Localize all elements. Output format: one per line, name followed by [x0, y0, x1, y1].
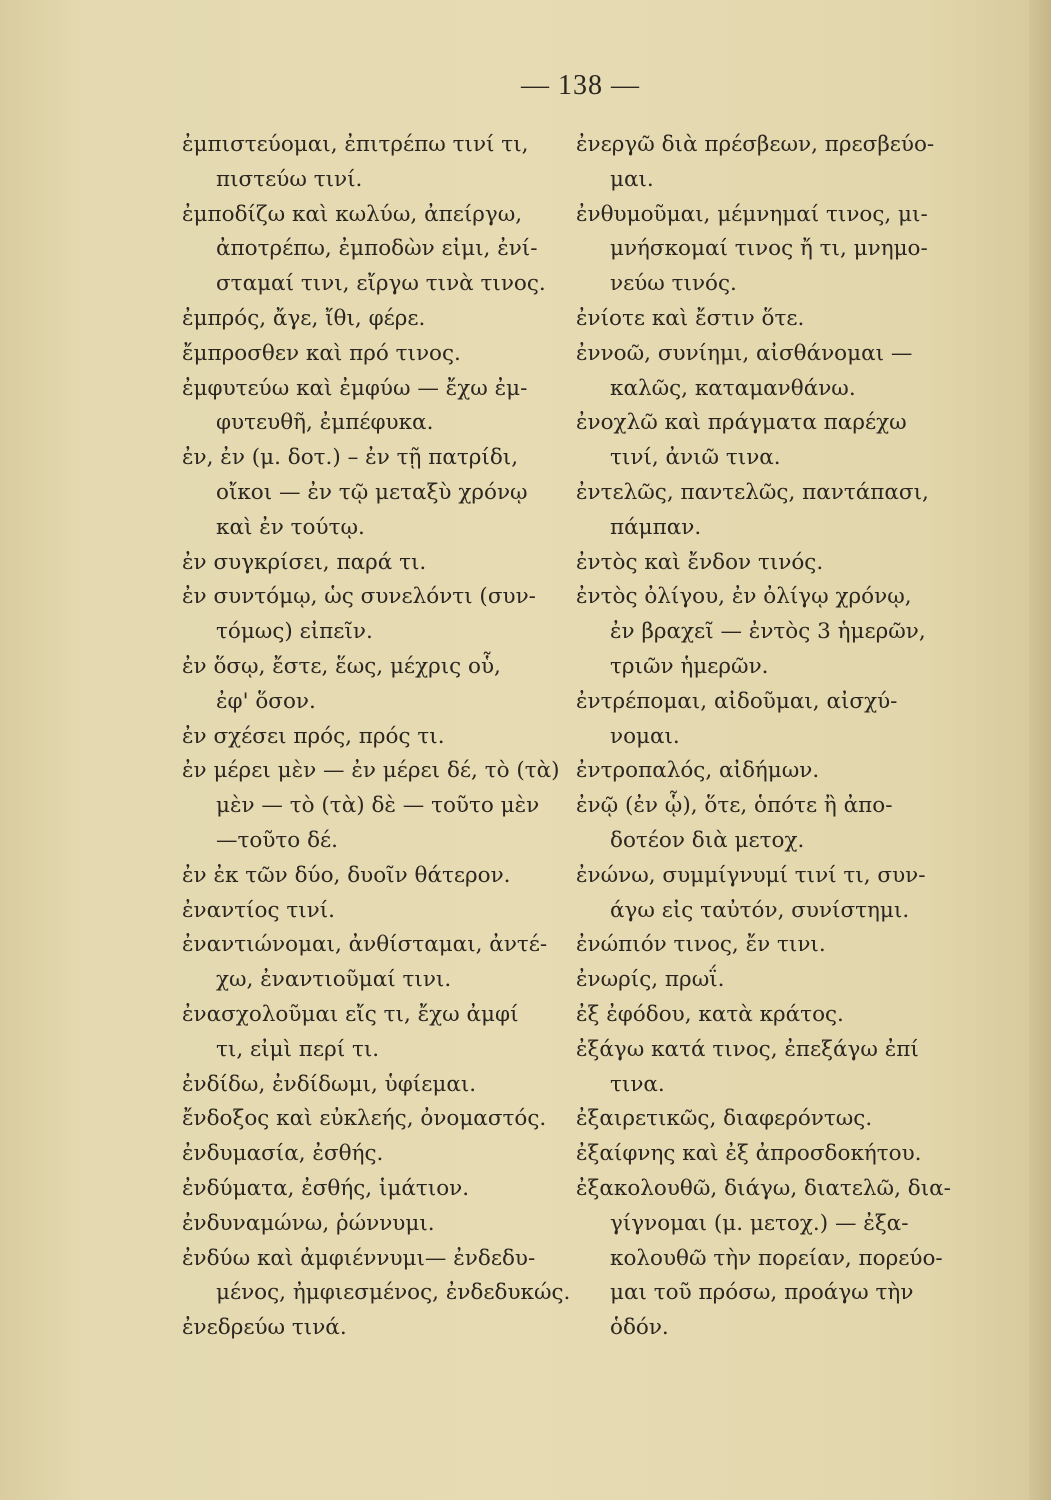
entry-headline: ἐνδίδω, ἐνδίδωμι, ὑφίεμαι. — [182, 1071, 477, 1097]
entry-continuation: μαι. — [610, 166, 654, 192]
entry-continuation: μαι τοῦ πρόσω, προάγω τὴν — [610, 1280, 914, 1306]
entry-continuation: τι, εἰμὶ περί τι. — [216, 1036, 380, 1062]
entry-headline: ἐντελῶς, παντελῶς, παντάπασι, — [576, 479, 929, 505]
entry-continuation: τόμως) εἰπεῖν. — [216, 619, 373, 645]
dictionary-entry — [182, 650, 576, 720]
entry-headline: ἐν σχέσει πρός, πρός τι. — [182, 723, 445, 749]
right-column — [576, 128, 980, 1346]
dictionary-entry — [576, 789, 980, 859]
dictionary-entry — [182, 754, 576, 858]
entry-headline: ἐν ὅσῳ, ἔστε, ἕως, μέχρις οὗ, — [182, 653, 501, 679]
dictionary-entry — [182, 1311, 576, 1346]
dictionary-entry — [576, 406, 980, 476]
entry-continuation: γίγνομαι (μ. μετοχ.) — ἐξα- — [610, 1210, 909, 1236]
entry-headline: ἐνίοτε καὶ ἔστιν ὅτε. — [576, 305, 805, 331]
dictionary-entry — [182, 546, 576, 581]
entry-continuation: νεύω τινός. — [610, 271, 737, 297]
entry-headline: ἔνδοξος καὶ εὐκλεής, ὀνομαστός. — [182, 1106, 547, 1132]
dictionary-entry — [576, 1033, 980, 1103]
entry-continuation: μνήσκομαί τινος ἤ τι, μνημο- — [610, 236, 928, 262]
entry-headline: ἐξαίφνης καὶ ἐξ ἀπροσδοκήτου. — [576, 1141, 922, 1167]
entry-headline: ἐμπρός, ἄγε, ἴθι, φέρε. — [182, 305, 426, 331]
entry-headline: ἐν συγκρίσει, παρά τι. — [182, 549, 427, 575]
dictionary-entry — [576, 1172, 980, 1346]
entry-continuation: ἐν βραχεῖ — ἐντὸς 3 ἡμερῶν, — [610, 619, 926, 645]
dictionary-entry — [182, 928, 576, 998]
dictionary-entry — [182, 302, 576, 337]
entry-headline: ἐνώπιόν τινος, ἔν τινι. — [576, 932, 826, 958]
dictionary-entry — [576, 859, 980, 929]
entry-headline: ἐνδύω καὶ ἀμφιέννυμι— ἐνδεδυ- — [182, 1245, 536, 1271]
dictionary-entry — [182, 337, 576, 372]
entry-headline: ἐνῷ (ἐν ᾧ), ὅτε, ὁπότε ἢ ἀπο- — [576, 793, 893, 819]
entry-continuation: τινί, ἀνιῶ τινα. — [610, 445, 781, 471]
entry-headline: ἐνδύματα, ἐσθής, ἱμάτιον. — [182, 1175, 470, 1201]
entry-headline: ἐξακολουθῶ, διάγω, διατελῶ, δια- — [576, 1175, 951, 1201]
entry-headline: ἐμφυτεύω καὶ ἐμφύω — ἔχω ἐμ- — [182, 375, 528, 401]
entry-continuation: —τοῦτο δέ. — [216, 827, 338, 853]
entry-continuation: πάμπαν. — [610, 514, 702, 540]
entry-continuation: μένος, ἠμφιεσμένος, ἐνδεδυκώς. — [216, 1280, 571, 1306]
dictionary-entry — [576, 198, 980, 302]
entry-headline: ἐναντιώνομαι, ἀνθίσταμαι, ἀντέ- — [182, 932, 548, 958]
dictionary-entry — [182, 1172, 576, 1207]
left-column — [182, 128, 576, 1346]
entry-headline: ἐντροπαλός, αἰδήμων. — [576, 758, 820, 784]
entry-headline: ἐνοχλῶ καὶ πράγματα παρέχω — [576, 410, 907, 436]
dictionary-entry — [182, 1137, 576, 1172]
dictionary-entry — [182, 580, 576, 650]
entry-headline: ἐν μέρει μὲν — ἐν μέρει δέ, τὸ (τὰ) — [182, 758, 560, 784]
entry-continuation: καὶ ἐν τούτῳ. — [216, 514, 365, 540]
entry-headline: ἐν ἐκ τῶν δύο, δυοῖν θάτερον. — [182, 862, 511, 888]
dictionary-entry — [182, 720, 576, 755]
dictionary-entry — [576, 998, 980, 1033]
entry-headline: ἐνδυναμώνω, ῥώννυμι. — [182, 1210, 435, 1236]
entry-headline: ἐνώνω, συμμίγνυμί τινί τι, συν- — [576, 862, 926, 888]
dictionary-entry — [182, 1068, 576, 1103]
entry-continuation: ὁδόν. — [610, 1315, 669, 1341]
dictionary-entry — [576, 1137, 980, 1172]
dictionary-entry — [182, 859, 576, 894]
entry-headline: ἐντὸς ὀλίγου, ἐν ὀλίγῳ χρόνῳ, — [576, 584, 912, 610]
entry-headline: ἐμποδίζω καὶ κωλύω, ἀπείργω, — [182, 201, 523, 227]
entry-headline: ἐνωρίς, πρωΐ. — [576, 967, 725, 993]
dictionary-entry — [182, 198, 576, 302]
entry-headline: ἐξαιρετικῶς, διαφερόντως. — [576, 1106, 873, 1132]
entry-continuation: τινα. — [610, 1071, 665, 1097]
entry-headline: ἐννοῶ, συνίημι, αἰσθάνομαι — — [576, 340, 913, 366]
dictionary-entry — [182, 128, 576, 198]
dictionary-entry — [182, 372, 576, 442]
entry-continuation: φυτευθῆ, ἐμπέφυκα. — [216, 410, 434, 436]
dictionary-entry — [576, 476, 980, 546]
dictionary-entry — [182, 441, 576, 545]
entry-headline: ἐντρέπομαι, αἰδοῦμαι, αἰσχύ- — [576, 688, 898, 714]
entry-headline: ἐξ ἐφόδου, κατὰ κράτος. — [576, 1001, 844, 1027]
entry-continuation: τριῶν ἡμερῶν. — [610, 653, 769, 679]
dictionary-entry — [182, 1102, 576, 1137]
entry-headline: ἐνασχολοῦμαι εἴς τι, ἔχω ἀμφί — [182, 1001, 519, 1027]
dictionary-entry — [576, 1102, 980, 1137]
entry-continuation: άγω εἰς ταὐτόν, συνίστημι. — [610, 897, 910, 923]
entry-continuation: οἴκοι — ἐν τῷ μεταξὺ χρόνῳ — [216, 479, 528, 505]
dictionary-entry — [576, 302, 980, 337]
dictionary-entry — [576, 580, 980, 684]
dictionary-entry — [182, 894, 576, 929]
dictionary-entry — [576, 128, 980, 198]
entry-headline: ἐξάγω κατά τινος, ἐπεξάγω ἐπί — [576, 1036, 919, 1062]
page-edge — [1029, 0, 1051, 1500]
entry-headline: ἐν συντόμῳ, ὡς συνελόντι (συν- — [182, 584, 536, 610]
dictionary-entry — [576, 754, 980, 789]
entry-headline: ἐναντίος τινί. — [182, 897, 335, 923]
entry-continuation: δοτέον διὰ μετοχ. — [610, 827, 805, 853]
entry-continuation: ἐφ' ὅσον. — [216, 688, 316, 714]
page-number: — 138 — — [521, 70, 640, 101]
entry-headline: ἐν, ἐν (μ. δοτ.) – ἐν τῇ πατρίδι, — [182, 445, 519, 471]
entry-headline: ἐνεδρεύω τινά. — [182, 1315, 347, 1341]
entry-continuation: καλῶς, καταμανθάνω. — [610, 375, 856, 401]
entry-headline: ἐμπιστεύομαι, ἐπιτρέπω τινί τι, — [182, 132, 529, 157]
entry-continuation: πιστεύω τινί. — [216, 166, 363, 192]
entry-continuation: χω, ἐναντιοῦμαί τινι. — [216, 967, 452, 993]
entry-continuation: ἀποτρέπω, ἐμποδὼν εἰμι, ἐνί- — [216, 236, 538, 262]
entry-continuation: σταμαί τινι, εἴργω τινὰ τινος. — [216, 271, 546, 297]
dictionary-entry — [576, 337, 980, 407]
dictionary-entry — [576, 928, 980, 963]
entry-headline: ἐνεργῶ διὰ πρέσβεων, πρεσβεύο- — [576, 132, 935, 157]
entry-headline: ἐνθυμοῦμαι, μέμνημαί τινος, μι- — [576, 201, 928, 227]
dictionary-entry — [182, 1242, 576, 1312]
dictionary-entry — [182, 1207, 576, 1242]
dictionary-entry — [576, 546, 980, 581]
entry-continuation: νομαι. — [610, 723, 680, 749]
dictionary-entry — [182, 998, 576, 1068]
dictionary-entry — [576, 963, 980, 998]
dictionary-entry — [576, 685, 980, 755]
entry-continuation: κολουθῶ τὴν πορείαν, πορεύο- — [610, 1245, 943, 1271]
entry-headline: ἐντὸς καὶ ἔνδον τινός. — [576, 549, 824, 575]
entry-headline: ἔμπροσθεν καὶ πρό τινος. — [182, 340, 461, 366]
entry-continuation: μὲν — τὸ (τὰ) δὲ — τοῦτο μὲν — [216, 793, 540, 819]
entry-headline: ἐνδυμασία, ἐσθής. — [182, 1141, 384, 1167]
